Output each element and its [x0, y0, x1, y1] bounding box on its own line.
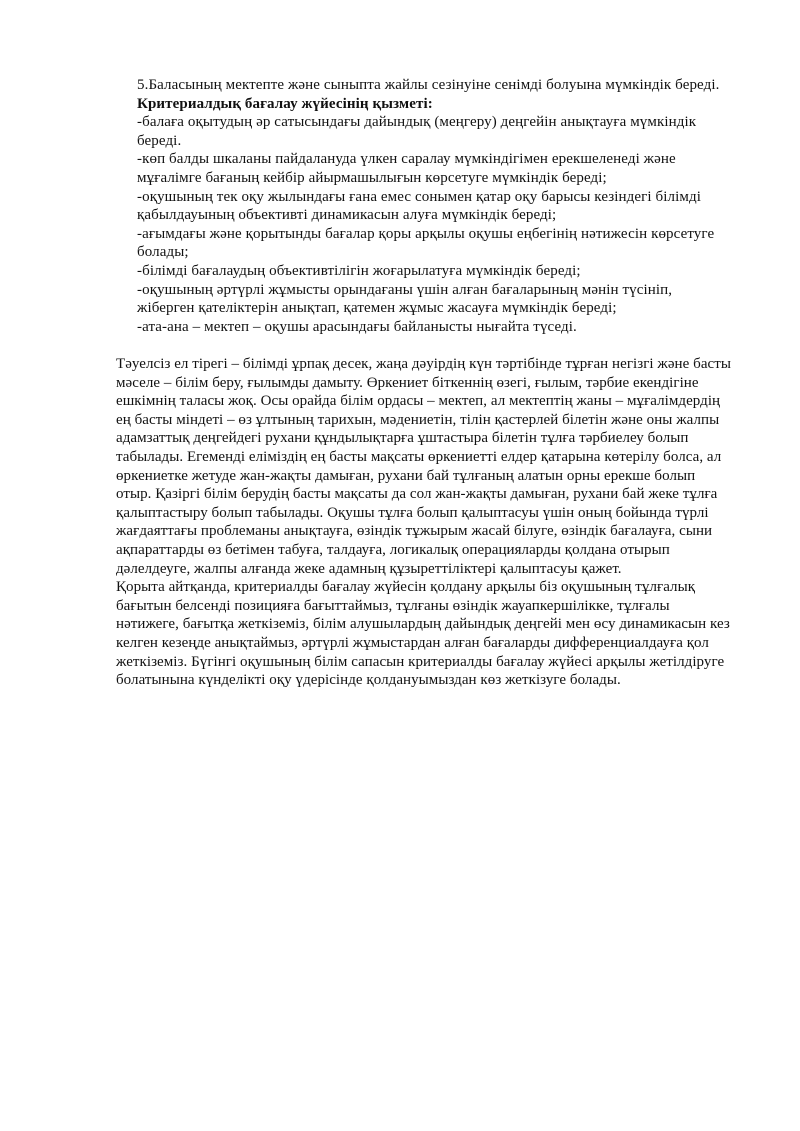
intro-item: 5.Баласының мектепте және сыныпта жайлы сезінуіне сенімді болуына мүмкіндік береді. [137, 77, 720, 93]
body-text [116, 355, 732, 690]
list-item: -оқушының әртүрлі жұмысты орындағаны үшін алған бағаларының мәнін түсініп, жіберген қателіктерін анықтап, қатемен жұмыс жасауға мүмкіндік береді; [137, 281, 673, 317]
list-item: -балаға оқытудың әр сатысындағы дайындық (меңгеру) деңгейін анықтауға мүмкіндік береді. [137, 114, 697, 149]
list-item: -білімді бағалаудың объективтілігін жоғарылатуға мүмкіндік береді; [137, 262, 581, 279]
criteria-list-block [137, 76, 727, 336]
section-heading: Критериалдық бағалау жүйесінің қызметі: [137, 95, 433, 112]
list-item: -көп балды шкаланы пайдалануда үлкен саралау мүмкіндігімен ерекшеленеді және мұғалімге бағаның кейбір айырмашылығын көрсетуге мүмкіндік береді; [137, 151, 676, 186]
paragraph-conclusion: Қорыта айтқанда, критериалды бағалау жүйесін қолдану арқылы біз оқушының тұлғалық бағытын белсенді позицияға бағыттаймыз, тұлғаны өзіндік жауапкершілікке, тұлғалы нәтижеге, бағытқа жеткіземіз, білім алушылардың дайындық деңгейі мен өсу динамикасын кез келген кезеңде анықтаймыз, әртүрлі жұмыстардан алған бағаларды дифференциалдауға қол жеткіземіз. Бүгінгі оқушының білім сапасын критериалды бағалау жүйесі арқылы жетілдіруге болатынына күнделікті оқу үдерісінде қолдануымыздан көз жеткізуге болады. [116, 579, 730, 689]
list-item: -оқушының тек оқу жылындағы ғана емес сонымен қатар оқу барысы кезіндегі білімді қабылдауының объективті динамикасын алуға мүмкіндік береді; [137, 188, 701, 224]
list-item: -ата-ана – мектеп – оқушы арасындағы байланысты нығайта түседі. [137, 318, 577, 335]
list-item: -ағымдағы және қорытынды бағалар қоры арқылы оқушы еңбегінің нәтижесін көрсетуге болады; [137, 225, 715, 261]
paragraph-independence: Тәуелсіз ел тірегі – білімді ұрпақ десек, жаңа дәуірдің күн тәртібінде тұрған негізгі және басты мәселе – білім беру, ғылымды дамыту. Өркениет біткеннің өзегі, ғылым, тәрбие екендігіне ешкімнің таласы жоқ. Осы орайда білім ордасы – мектеп, ал мектептің жаны – мұғалімдердің ең басты міндеті – өз ұлтының тарихын, мәдениетін, тілін қастерлей білетін және оны жалпы адамзаттық деңгейдегі рухани құндылықтарға ұштастыра білетін тұлға тәрбиелеу болып табылады. Егеменді еліміздің ең басты мақсаты өркениетті елдер қатарына көтерілу болса, ал өркениетке жетуде жан-жақты дамыған, рухани бай тұлғаның алатын орны ерекше болып отыр. Қазіргі білім берудің басты мақсаты да сол жан-жақты дамыған, рухани бай жеке тұлға қалыптастыру болып табылады. Оқушы тұлға болып қалыптасуы үшін оның бойында түрлі жағдаяттағы проблеманы анықтауға, өзіндік тұжырым жасай білуге, өзіндік бағалауға, сыни ақпараттарды өз бетімен табуға, талдауға, логикалық операцияларды қолдана отырып дәлелдеуге, жалпы алғанда жеке адамның құзыреттіліктері қалыптасуы қажет. [116, 356, 731, 577]
